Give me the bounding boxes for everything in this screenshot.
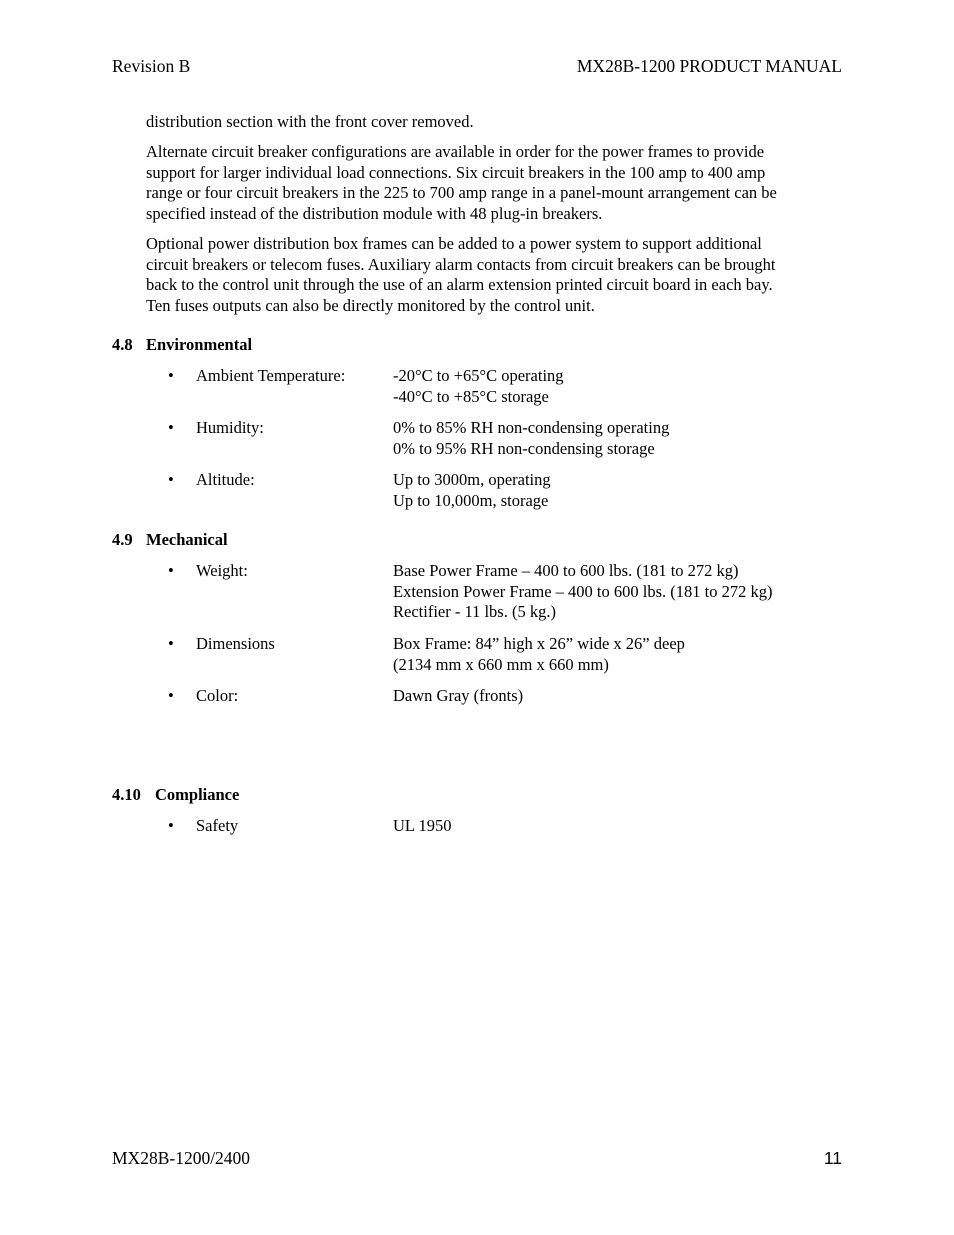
spec-value-line: Box Frame: 84” high x 26” wide x 26” deep [393, 634, 685, 653]
spec-value-line: Up to 3000m, operating [393, 470, 551, 489]
spec-label-weight: Weight: [196, 561, 248, 580]
paragraph-line: range or four circuit breakers in the 225 to 700 amp range in a panel-mount arrangement can be [146, 183, 777, 203]
page-number: 11 [823, 1148, 842, 1168]
spec-value-line: 0% to 85% RH non-condensing operating [393, 418, 670, 437]
spec-value-line: Rectifier - 11 lbs. (5 kg.) [393, 602, 556, 622]
section-title: Compliance [155, 785, 240, 804]
section-heading-mechanical [112, 530, 228, 550]
spec-label-color: Color: [196, 686, 239, 705]
spec-label-safety: Safety [196, 816, 239, 835]
spec-value-line: Dawn Gray (fronts) [393, 686, 524, 705]
bullet: • [168, 561, 174, 580]
section-title: Environmental [146, 335, 253, 354]
spec-value-ambient-temperature [393, 366, 564, 407]
paragraph-line: Optional power distribution box frames can be added to a power system to support additional [146, 234, 762, 253]
spec-value-altitude [393, 470, 551, 511]
spec-value-line: Up to 10,000m, storage [393, 490, 549, 510]
spec-label-ambient-temperature: Ambient Temperature: [196, 366, 346, 385]
paragraph-distribution [146, 112, 846, 133]
spec-label-humidity: Humidity: [196, 418, 264, 437]
paragraph-optional-frames [146, 234, 846, 316]
spec-value-dimensions [393, 634, 685, 675]
spec-value-line: 0% to 95% RH non-condensing storage [393, 438, 655, 458]
bullet: • [168, 366, 174, 385]
spec-value-line: -40°C to +85°C storage [393, 386, 549, 406]
paragraph-alternate-breakers [146, 142, 846, 224]
footer-model: MX28B-1200/2400 [112, 1148, 251, 1168]
paragraph-line: circuit breakers or telecom fuses. Auxiliary alarm contacts from circuit breakers can be brought [146, 254, 776, 274]
spec-value-line: Base Power Frame – 400 to 600 lbs. (181 to 272 kg) [393, 561, 739, 580]
spec-label-altitude: Altitude: [196, 470, 255, 489]
bullet: • [168, 686, 174, 705]
bullet: • [168, 418, 174, 437]
header-revision: Revision B [112, 56, 191, 76]
spec-value-weight [393, 561, 772, 623]
header-manual-title: MX28B-1200 PRODUCT MANUAL [576, 56, 842, 76]
paragraph-line: distribution section with the front cover removed. [146, 112, 474, 131]
section-number: 4.9 [112, 530, 133, 549]
section-number: 4.10 [112, 785, 141, 804]
paragraph-line: support for larger individual load connections. Six circuit breakers in the 100 amp to 400 amp [146, 162, 766, 182]
spec-value-line: UL 1950 [393, 816, 452, 835]
spec-value-safety [393, 816, 452, 837]
section-title: Mechanical [146, 530, 228, 549]
bullet: • [168, 816, 174, 835]
paragraph-line: Ten fuses outputs can also be directly monitored by the control unit. [146, 295, 595, 315]
paragraph-line: Alternate circuit breaker configurations are available in order for the power frames to provide [146, 142, 765, 161]
bullet: • [168, 634, 174, 653]
spec-value-humidity [393, 418, 669, 459]
section-heading-environmental [112, 335, 252, 355]
spec-value-color [393, 686, 523, 707]
spec-value-line: (2134 mm x 660 mm x 660 mm) [393, 654, 609, 674]
spec-value-line: -20°C to +65°C operating [393, 366, 564, 385]
section-number: 4.8 [112, 335, 133, 354]
bullet: • [168, 470, 174, 489]
spec-label-dimensions: Dimensions [196, 634, 275, 653]
paragraph-line: specified instead of the distribution module with 48 plug-in breakers. [146, 203, 603, 223]
paragraph-line: back to the control unit through the use of an alarm extension printed circuit board in each bay. [146, 275, 773, 295]
spec-value-line: Extension Power Frame – 400 to 600 lbs. (181 to 272 kg) [393, 581, 773, 601]
section-heading-compliance [112, 785, 239, 805]
